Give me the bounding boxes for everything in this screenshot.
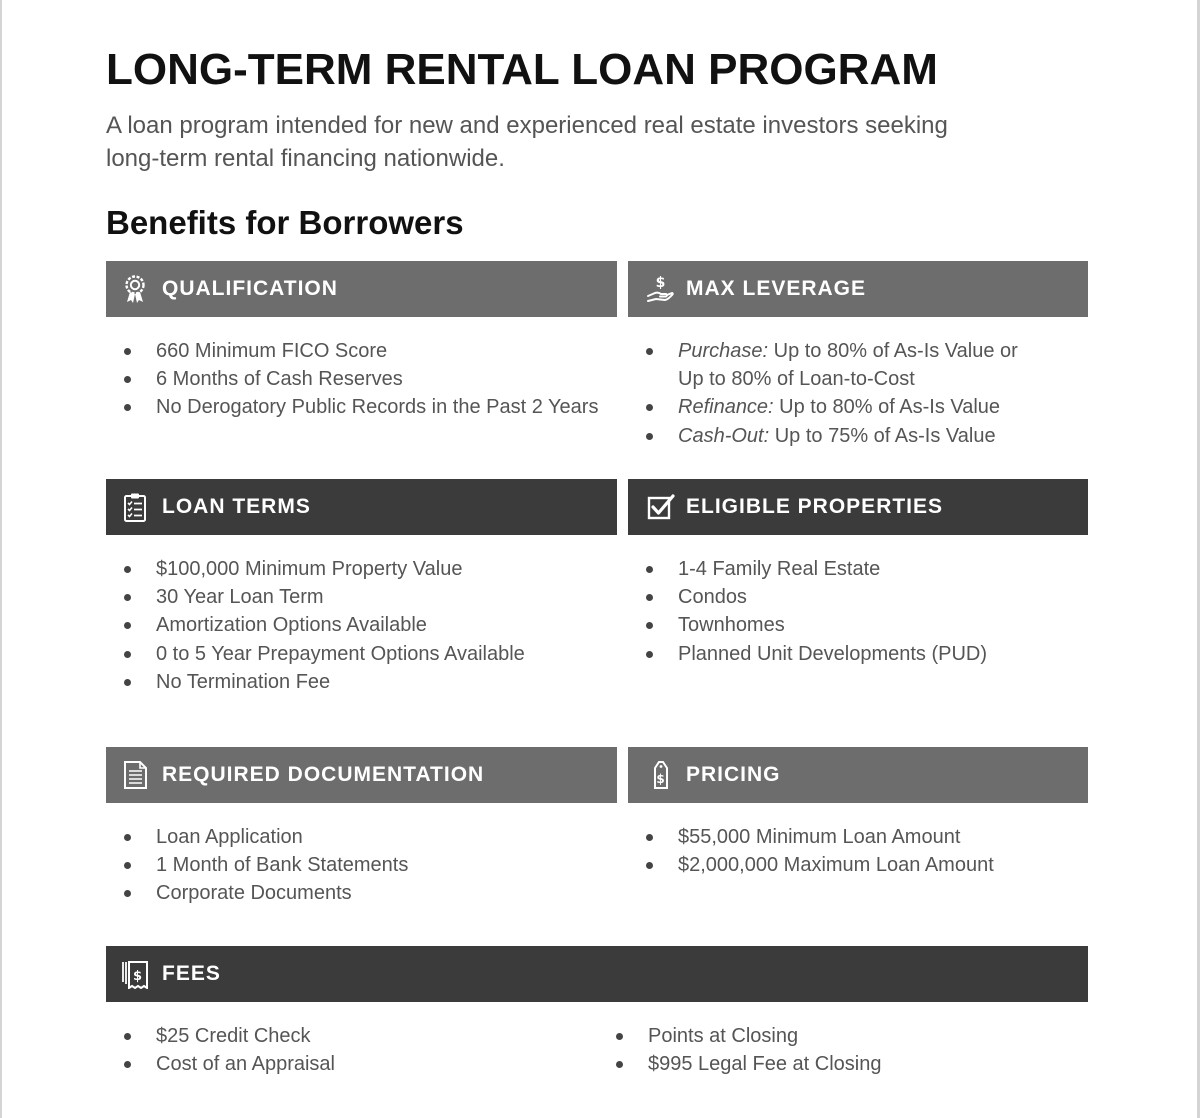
eligible-properties-label: ELIGIBLE PROPERTIES: [686, 495, 944, 518]
required-documentation-header: [106, 747, 617, 803]
fees-header: [106, 946, 1088, 1002]
list-item: No Derogatory Public Records in the Past 2 Years: [106, 393, 598, 421]
pricing-label: PRICING: [686, 763, 781, 786]
max-leverage-header: [628, 261, 1088, 317]
max-leverage-label: MAX LEVERAGE: [686, 277, 867, 300]
required-documentation-label: REQUIRED DOCUMENTATION: [162, 763, 485, 786]
purchase-text: Up to 80% of As-Is Value or: [768, 340, 1018, 362]
list-item: [628, 337, 1018, 365]
eligible-properties-list: [628, 555, 987, 668]
list-item: $25 Credit Check: [106, 1022, 335, 1050]
list-item: Loan Application: [106, 823, 408, 851]
list-item: No Termination Fee: [106, 668, 525, 696]
pricing-list: [628, 823, 994, 879]
purchase-term: Purchase:: [678, 340, 769, 362]
list-item: Corporate Documents: [106, 879, 408, 907]
list-item: [628, 422, 1018, 450]
list-item: 1 Month of Bank Statements: [106, 851, 408, 879]
page-left-edge: [0, 0, 2, 1118]
page-title: LONG-TERM RENTAL LOAN PROGRAM: [106, 45, 938, 94]
list-item: $2,000,000 Maximum Loan Amount: [628, 851, 994, 879]
list-item: $100,000 Minimum Property Value: [106, 555, 525, 583]
eligible-properties-header: [628, 479, 1088, 535]
list-item: Cost of an Appraisal: [106, 1050, 335, 1078]
cash-out-text: Up to 75% of As-Is Value: [769, 424, 996, 447]
document-icon: [118, 758, 152, 792]
list-item-continuation: Up to 80% of Loan-to-Cost: [678, 368, 915, 391]
refinance-term: Refinance:: [678, 396, 774, 419]
list-item: 0 to 5 Year Prepayment Options Available: [106, 640, 525, 668]
qualification-label: QUALIFICATION: [162, 277, 338, 300]
list-item: Planned Unit Developments (PUD): [628, 640, 987, 668]
award-ribbon-icon: [118, 272, 152, 306]
qualification-list: [106, 337, 598, 422]
svg-text:$: $: [655, 275, 667, 291]
list-item: Amortization Options Available: [106, 611, 525, 639]
fees-label: FEES: [162, 962, 221, 985]
cash-out-term: Cash-Out:: [678, 424, 770, 447]
loan-terms-list: [106, 555, 525, 696]
qualification-header: [106, 261, 617, 317]
checkbox-icon: [644, 490, 678, 524]
receipt-dollar-icon: [118, 957, 152, 991]
fees-list-right: [598, 1022, 882, 1078]
refinance-text: Up to 80% of As-Is Value: [773, 396, 1001, 419]
list-item: 6 Months of Cash Reserves: [106, 365, 598, 393]
loan-terms-label: LOAN TERMS: [162, 495, 311, 518]
price-tag-icon: [644, 758, 678, 792]
required-documentation-list: [106, 823, 408, 908]
list-item: $55,000 Minimum Loan Amount: [628, 823, 994, 851]
list-item: Points at Closing: [598, 1022, 882, 1050]
list-item: Condos: [628, 583, 987, 611]
svg-text:$: $: [656, 772, 666, 786]
max-leverage-list: [628, 337, 1018, 450]
hand-dollar-icon: [644, 272, 678, 306]
page-subtitle: A loan program intended for new and experienced real estate investors seeking long-term rental financing nationwide.: [106, 112, 948, 172]
benefits-heading: Benefits for Borrowers: [106, 204, 464, 241]
pricing-header: [628, 747, 1088, 803]
svg-text:$: $: [132, 969, 144, 984]
list-item: [628, 393, 1018, 421]
list-item: 30 Year Loan Term: [106, 583, 525, 611]
list-item: 1-4 Family Real Estate: [628, 555, 987, 583]
loan-terms-header: [106, 479, 617, 535]
list-item: 660 Minimum FICO Score: [106, 337, 598, 365]
list-item: Townhomes: [628, 611, 987, 639]
fees-list-left: [106, 1022, 335, 1078]
list-item: $995 Legal Fee at Closing: [598, 1050, 882, 1078]
clipboard-checklist-icon: [118, 490, 152, 524]
